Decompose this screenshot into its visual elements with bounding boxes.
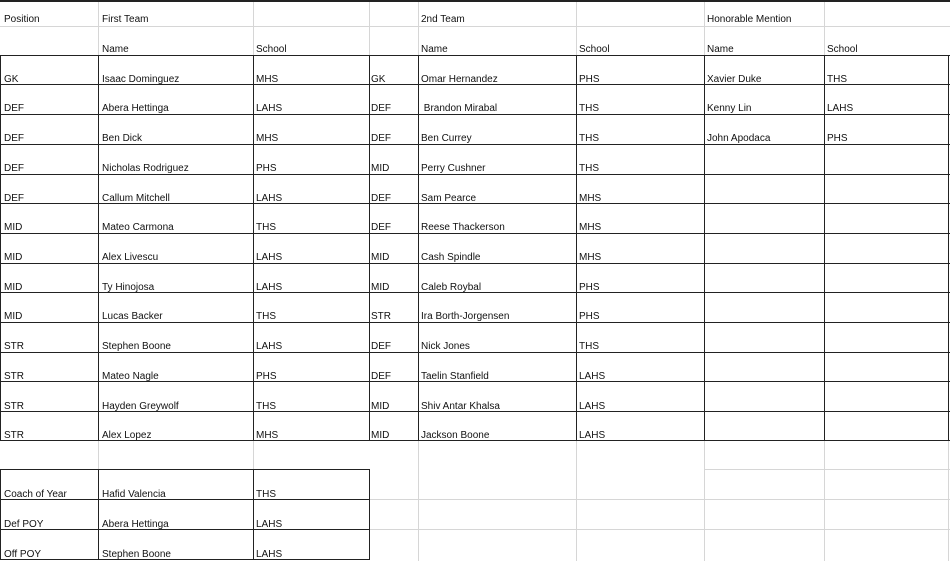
award-label: Def POY	[4, 519, 44, 530]
grid-line	[704, 529, 950, 530]
second-team-school-cell: PHS	[579, 282, 600, 293]
second-team-name-header: Name	[421, 44, 448, 55]
table-border	[0, 144, 950, 145]
award-label: Coach of Year	[4, 489, 67, 500]
second-team-name-cell: Brandon Mirabal	[421, 103, 498, 114]
first-team-school-cell: LAHS	[256, 341, 283, 352]
first-team-name-cell: Isaac Dominguez	[102, 74, 180, 85]
second-team-position-cell: MID	[371, 163, 390, 174]
award-school: LAHS	[256, 519, 283, 530]
first-team-name-cell: Mateo Nagle	[102, 371, 159, 382]
award-label: Off POY	[4, 549, 42, 560]
honorable-mention-header: Honorable Mention	[707, 14, 792, 25]
second-team-school-cell: MHS	[579, 252, 602, 263]
second-team-school-cell: PHS	[579, 311, 600, 322]
second-team-name-cell: Nick Jones	[421, 341, 470, 352]
grid-line	[98, 2, 99, 55]
second-team-position-cell: DEF	[371, 103, 391, 114]
position-cell: STR	[4, 430, 24, 441]
table-border	[0, 233, 950, 234]
first-team-school-cell: THS	[256, 311, 276, 322]
first-team-school-cell: LAHS	[256, 252, 283, 263]
table-border	[576, 55, 577, 440]
second-team-position-cell: DEF	[371, 371, 391, 382]
honorable-mention-name-cell: Xavier Duke	[707, 74, 762, 85]
first-team-name-cell: Ty Hinojosa	[102, 282, 155, 293]
second-team-position-cell: DEF	[371, 222, 391, 233]
table-border	[253, 55, 254, 440]
grid-line	[704, 440, 705, 561]
awards-border	[369, 469, 370, 560]
position-cell: MID	[4, 222, 23, 233]
first-team-school-cell: LAHS	[256, 103, 283, 114]
honorable-mention-school-header: School	[827, 44, 858, 55]
first-team-school-cell: PHS	[256, 163, 277, 174]
second-team-school-cell: THS	[579, 103, 599, 114]
awards-border	[0, 559, 370, 560]
second-team-name-cell: Taelin Stanfield	[421, 371, 489, 382]
award-name: Stephen Boone	[102, 549, 171, 560]
grid-line	[369, 499, 704, 500]
table-border	[0, 292, 950, 293]
second-team-name-cell: Caleb Roybal	[421, 282, 482, 293]
awards-border	[0, 469, 370, 470]
second-team-name-cell: Jackson Boone	[421, 430, 490, 441]
grid-line	[98, 440, 99, 470]
second-team-position-cell: MID	[371, 401, 390, 412]
awards-border	[0, 469, 1, 560]
second-team-position-cell: MID	[371, 430, 390, 441]
second-team-position-cell: STR	[371, 311, 391, 322]
awards-border	[0, 499, 370, 500]
grid-line	[0, 26, 950, 27]
second-team-name-cell: Omar Hernandez	[421, 74, 498, 85]
grid-line	[576, 440, 577, 561]
first-team-name-cell: Hayden Greywolf	[102, 401, 179, 412]
table-border	[704, 55, 705, 440]
second-team-school-cell: THS	[579, 163, 599, 174]
first-team-school-cell: MHS	[256, 74, 279, 85]
awards-border	[98, 469, 99, 560]
first-team-name-header: Name	[102, 44, 129, 55]
second-team-name-cell: Ira Borth-Jorgensen	[421, 311, 510, 322]
first-team-name-cell: Abera Hettinga	[102, 103, 169, 114]
first-team-name-cell: Lucas Backer	[102, 311, 163, 322]
first-team-school-cell: LAHS	[256, 193, 283, 204]
position-cell: MID	[4, 282, 23, 293]
position-cell: STR	[4, 371, 24, 382]
second-team-name-cell: Shiv Antar Khalsa	[421, 401, 500, 412]
second-team-position-cell: DEF	[371, 341, 391, 352]
first-team-school-cell: LAHS	[256, 282, 283, 293]
second-team-school-cell: THS	[579, 341, 599, 352]
position-cell: DEF	[4, 103, 24, 114]
position-cell: DEF	[4, 163, 24, 174]
second-team-school-cell: THS	[579, 133, 599, 144]
second-team-name-cell: Sam Pearce	[421, 193, 477, 204]
award-name: Hafid Valencia	[102, 489, 166, 500]
awards-border	[253, 469, 254, 560]
first-team-name-cell: Mateo Carmona	[102, 222, 174, 233]
second-team-name-cell: Cash Spindle	[421, 252, 481, 263]
second-team-name-cell: Perry Cushner	[421, 163, 486, 174]
table-border	[0, 411, 950, 412]
table-border	[0, 55, 950, 56]
first-team-school-cell: PHS	[256, 371, 277, 382]
table-border	[0, 174, 950, 175]
grid-line	[369, 529, 704, 530]
table-border	[0, 440, 950, 441]
second-team-position-cell: GK	[371, 74, 386, 85]
first-team-name-cell: Callum Mitchell	[102, 193, 170, 204]
first-team-school-cell: MHS	[256, 133, 279, 144]
table-border	[0, 263, 950, 264]
first-team-name-cell: Alex Lopez	[102, 430, 152, 441]
grid-line	[418, 2, 419, 55]
grid-line	[704, 2, 705, 55]
second-team-position-cell: DEF	[371, 193, 391, 204]
award-name: Abera Hettinga	[102, 519, 169, 530]
position-cell: MID	[4, 252, 23, 263]
first-team-header: First Team	[102, 14, 149, 25]
second-team-school-cell: PHS	[579, 74, 600, 85]
second-team-position-cell: DEF	[371, 133, 391, 144]
table-border	[0, 55, 1, 440]
honorable-mention-school-cell: THS	[827, 74, 847, 85]
grid-line	[369, 2, 370, 55]
position-cell: GK	[4, 74, 19, 85]
first-team-school-cell: MHS	[256, 430, 279, 441]
grid-line	[824, 440, 825, 561]
first-team-name-cell: Ben Dick	[102, 133, 143, 144]
first-team-name-cell: Alex Livescu	[102, 252, 159, 263]
grid-line	[253, 2, 254, 55]
second-team-school-cell: LAHS	[579, 430, 606, 441]
position-cell: DEF	[4, 193, 24, 204]
second-team-school-cell: MHS	[579, 193, 602, 204]
second-team-school-header: School	[579, 44, 610, 55]
table-border	[0, 84, 950, 85]
table-border	[0, 203, 950, 204]
table-border	[0, 381, 950, 382]
first-team-school-cell: THS	[256, 401, 276, 412]
table-border	[948, 55, 949, 440]
awards-border	[0, 529, 370, 530]
second-team-header: 2nd Team	[421, 14, 465, 25]
second-team-position-cell: MID	[371, 282, 390, 293]
position-cell: MID	[4, 311, 23, 322]
second-team-position-cell: MID	[371, 252, 390, 263]
table-border	[0, 114, 950, 115]
honorable-mention-name-cell: John Apodaca	[707, 133, 771, 144]
honorable-mention-name-cell: Kenny Lin	[707, 103, 752, 114]
table-border	[0, 322, 950, 323]
grid-line	[704, 499, 950, 500]
second-team-school-cell: LAHS	[579, 401, 606, 412]
grid-line	[824, 2, 825, 55]
table-border	[824, 55, 825, 440]
position-cell: STR	[4, 401, 24, 412]
position-cell: DEF	[4, 133, 24, 144]
honorable-mention-school-cell: PHS	[827, 133, 848, 144]
second-team-name-cell: Reese Thackerson	[421, 222, 505, 233]
second-team-school-cell: MHS	[579, 222, 602, 233]
first-team-school-cell: THS	[256, 222, 276, 233]
second-team-school-cell: LAHS	[579, 371, 606, 382]
first-team-name-cell: Stephen Boone	[102, 341, 171, 352]
honorable-mention-name-header: Name	[707, 44, 734, 55]
position-cell: STR	[4, 341, 24, 352]
grid-line	[253, 440, 254, 470]
table-border	[98, 55, 99, 440]
award-school: LAHS	[256, 549, 283, 560]
table-border	[369, 55, 370, 440]
table-border	[418, 55, 419, 440]
position-header: Position	[4, 14, 40, 25]
award-school: THS	[256, 489, 276, 500]
honorable-mention-school-cell: LAHS	[827, 103, 854, 114]
grid-line	[576, 2, 577, 55]
first-team-name-cell: Nicholas Rodriguez	[102, 163, 189, 174]
grid-line	[418, 440, 419, 561]
grid-line	[704, 469, 950, 470]
second-team-name-cell: Ben Currey	[421, 133, 472, 144]
first-team-school-header: School	[256, 44, 287, 55]
grid-line	[948, 440, 949, 561]
table-border	[0, 352, 950, 353]
